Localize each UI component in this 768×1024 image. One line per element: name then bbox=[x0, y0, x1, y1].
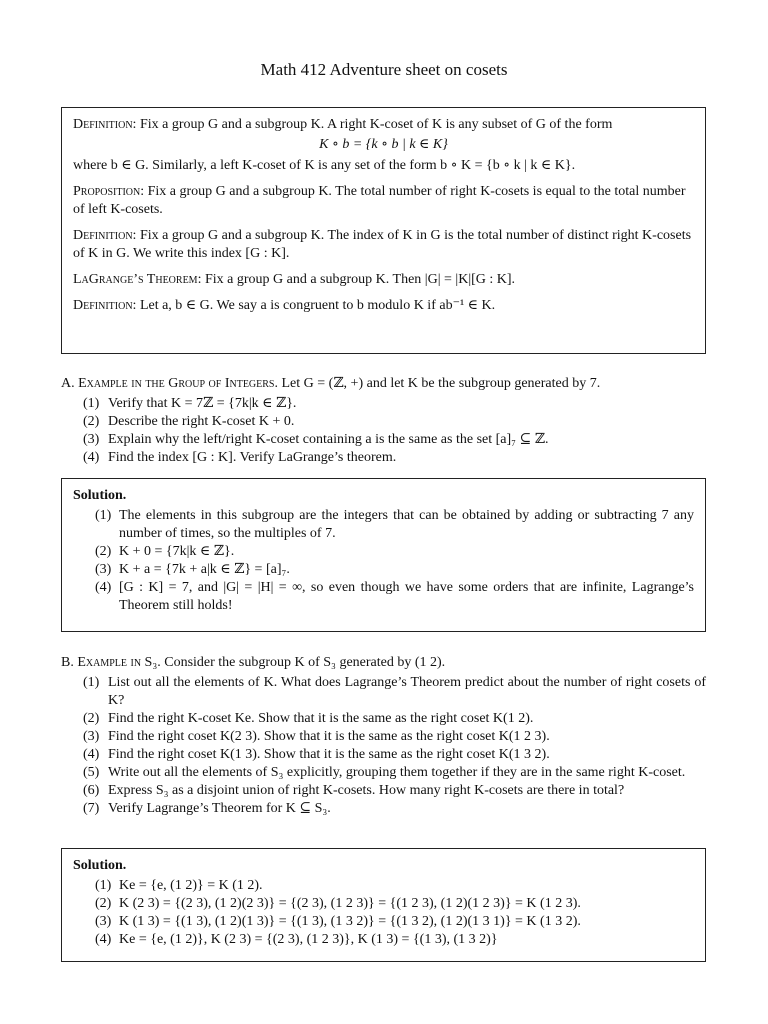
item-number: (2) bbox=[95, 544, 112, 559]
list-item bbox=[73, 931, 694, 949]
list-item bbox=[61, 764, 706, 782]
item-number: (6) bbox=[83, 783, 100, 798]
item-text: Find the index [G : K]. Verify LaGrange’s theorem. bbox=[108, 450, 397, 465]
item-number: (1) bbox=[83, 675, 100, 690]
item-text: K + 0 = {7k|k ∈ ℤ}. bbox=[119, 544, 235, 559]
section-intro: Consider the subgroup K of S₃ generated by (1 2). bbox=[164, 655, 446, 670]
exercise-list bbox=[61, 674, 706, 818]
item-number: (1) bbox=[95, 878, 112, 893]
list-item bbox=[73, 543, 694, 561]
definition-label: Definition: bbox=[73, 117, 137, 132]
item-text: Express S₃ as a disjoint union of right K-cosets. How many right K-cosets are there in total? bbox=[108, 783, 625, 798]
list-item bbox=[73, 579, 694, 615]
solution-title: Solution. bbox=[73, 858, 127, 873]
item-text: List out all the elements of K. What does Lagrange’s Theorem predict about the number of right cosets of K? bbox=[108, 675, 706, 708]
list-item bbox=[73, 561, 694, 579]
item-text: Ke = {e, (1 2)}, K (2 3) = {(2 3), (1 2 3)}, K (1 3) = {(1 3), (1 3 2)} bbox=[119, 932, 498, 947]
item-text: Describe the right K-coset K + 0. bbox=[108, 414, 295, 429]
definition-label: Definition: bbox=[73, 298, 137, 313]
solution-title: Solution. bbox=[73, 488, 127, 503]
item-number: (3) bbox=[95, 914, 112, 929]
list-item bbox=[73, 895, 694, 913]
list-item bbox=[73, 507, 694, 543]
item-number: (4) bbox=[83, 747, 100, 762]
solution-list bbox=[73, 507, 694, 615]
list-item bbox=[61, 413, 706, 431]
section-intro: Let G = (ℤ, +) and let K be the subgroup generated by 7. bbox=[281, 376, 601, 391]
list-item bbox=[61, 674, 706, 710]
definition-label: Definition: bbox=[73, 228, 137, 243]
item-number: (5) bbox=[83, 765, 100, 780]
section-b-heading-line bbox=[61, 654, 706, 672]
item-text: K (2 3) = {(2 3), (1 2)(2 3)} = {(2 3), (1 2 3)} = {(1 2 3), (1 2)(1 2 3)} = K (1 2 3). bbox=[119, 896, 581, 911]
item-number: (4) bbox=[95, 580, 112, 595]
list-item bbox=[73, 913, 694, 931]
proposition-label: Proposition: bbox=[73, 184, 145, 199]
theorem-label: LaGrange’s Theorem: bbox=[73, 272, 202, 287]
list-item bbox=[61, 800, 706, 818]
item-text: [G : K] = 7, and |G| = |H| = ∞, so even though we have some orders that are infinite, Lagrange’s Theorem still holds! bbox=[119, 580, 694, 613]
item-text: K (1 3) = {(1 3), (1 2)(1 3)} = {(1 3), (1 3 2)} = {(1 3 2), (1 2)(1 3 1)} = K (1 3 2). bbox=[119, 914, 581, 929]
item-number: (2) bbox=[83, 414, 100, 429]
section-a bbox=[61, 375, 706, 467]
definition-congruent bbox=[73, 297, 694, 315]
section-b bbox=[61, 654, 706, 818]
item-number: (3) bbox=[95, 562, 112, 577]
page-title: Math 412 Adventure sheet on cosets bbox=[260, 60, 508, 79]
definition-right-coset bbox=[73, 116, 694, 134]
solution-list bbox=[73, 877, 694, 949]
item-text: Ke = {e, (1 2)} = K (1 2). bbox=[119, 878, 263, 893]
solution-box-a bbox=[61, 478, 706, 632]
section-heading: A. Example in the Group of Integers. bbox=[61, 376, 278, 391]
item-number: (4) bbox=[95, 932, 112, 947]
definition-index bbox=[73, 227, 694, 263]
item-number: (3) bbox=[83, 729, 100, 744]
exercise-list bbox=[61, 395, 706, 467]
item-text: The elements in this subgroup are the integers that can be obtained by adding or subtracting 7 any number of times, so the multiples of 7. bbox=[119, 508, 694, 541]
item-text: Verify that K = 7ℤ = {7k|k ∈ ℤ}. bbox=[108, 396, 297, 411]
item-text: Write out all the elements of S₃ explicitly, grouping them together if they are in the same right K-coset. bbox=[108, 765, 686, 780]
list-item bbox=[61, 395, 706, 413]
definitions-box bbox=[61, 107, 706, 354]
item-number: (7) bbox=[83, 801, 100, 816]
list-item bbox=[61, 728, 706, 746]
item-number: (2) bbox=[95, 896, 112, 911]
item-number: (2) bbox=[83, 711, 100, 726]
item-text: Find the right K-coset Ke. Show that it is the same as the right coset K(1 2). bbox=[108, 711, 534, 726]
list-item bbox=[73, 877, 694, 895]
section-heading: B. Example in S₃. bbox=[61, 655, 161, 670]
definition-text: Let a, b ∈ G. We say a is congruent to b modulo K if ab⁻¹ ∈ K. bbox=[139, 298, 496, 313]
item-number: (1) bbox=[95, 508, 112, 523]
solution-box-b bbox=[61, 848, 706, 962]
list-item bbox=[61, 746, 706, 764]
list-item bbox=[61, 431, 706, 449]
list-item bbox=[61, 782, 706, 800]
item-number: (4) bbox=[83, 450, 100, 465]
item-number: (1) bbox=[83, 396, 100, 411]
section-a-heading-line bbox=[61, 375, 706, 393]
item-text: Find the right coset K(2 3). Show that it is the same as the right coset K(1 2 3). bbox=[108, 729, 550, 744]
lagrange-theorem bbox=[73, 271, 694, 289]
item-text: K + a = {7k + a|k ∈ ℤ} = [a]₇. bbox=[119, 562, 290, 577]
theorem-text: Fix a group G and a subgroup K. Then |G| = |K|[G : K]. bbox=[204, 272, 516, 287]
item-text: Explain why the left/right K-coset containing a is the same as the set [a]₇ ⊆ ℤ. bbox=[108, 432, 549, 447]
list-item bbox=[61, 710, 706, 728]
item-text: Find the right coset K(1 3). Show that it is the same as the right coset K(1 3 2). bbox=[108, 747, 550, 762]
proposition-text: Fix a group G and a subgroup K. The total number of right K-cosets is equal to the total number of left K-cosets. bbox=[73, 184, 686, 217]
definition-text: Fix a group G and a subgroup K. The index of K in G is the total number of distinct right K-cosets of K in G. We write this index [G : K]. bbox=[73, 228, 692, 261]
definition-text: Fix a group G and a subgroup K. A right K-coset of K is any subset of G of the form bbox=[139, 117, 613, 132]
coset-formula: K ∘ b = {k ∘ b | k ∈ K} bbox=[319, 137, 448, 152]
item-number: (3) bbox=[83, 432, 100, 447]
proposition bbox=[73, 183, 694, 219]
item-text: Verify Lagrange’s Theorem for K ⊆ S₃. bbox=[108, 801, 331, 816]
list-item bbox=[61, 449, 706, 467]
definition-left-coset: where b ∈ G. Similarly, a left K-coset of K is any set of the form b ∘ K = {b ∘ k | k ∈ K}. bbox=[73, 158, 576, 173]
